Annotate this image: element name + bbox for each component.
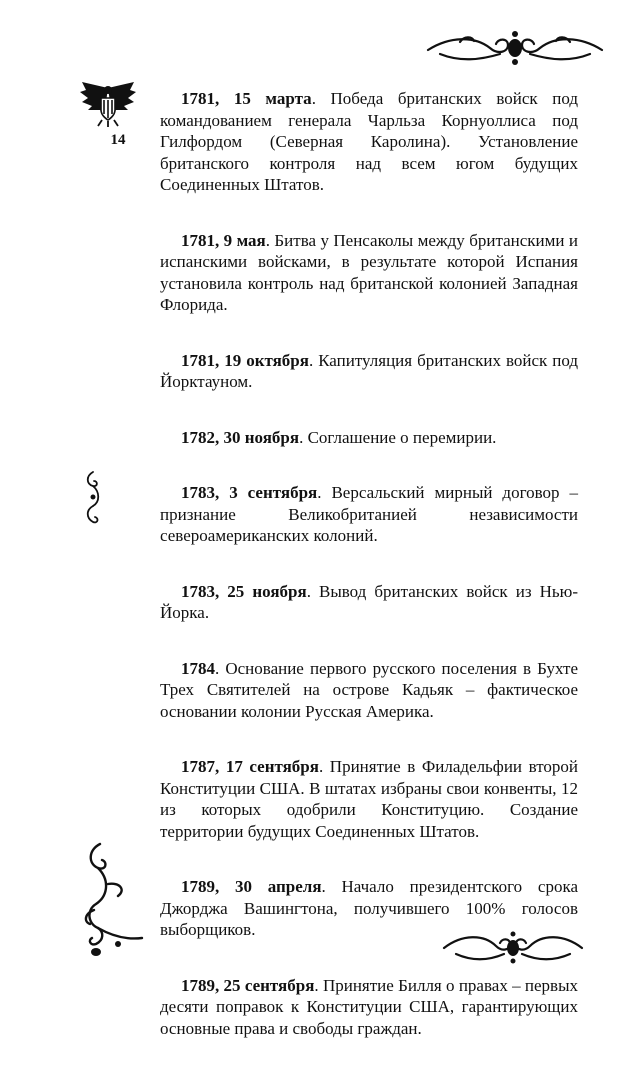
entry-date: 1783, 25 ноября (181, 581, 307, 601)
entry-date: 1781, 19 октября (181, 350, 309, 370)
entry-1781-03-15 (160, 88, 578, 196)
entry-text: . Битва у Пенсаколы между британскими и испанскими войсками, в результате которой Испания установила контроль над британской колонией Западная Флорида. (160, 230, 578, 314)
entry-date: 1781, 9 мая (181, 230, 266, 250)
entry-1787-09-17 (160, 756, 578, 842)
entry-text: . Вывод британских войск из Нью-Йорка. (160, 581, 578, 622)
entry-1783-09-03 (160, 482, 578, 547)
entry-text: . Принятие в Филадельфии второй Конституции США. В штатах избраны свои конвенты, 12 из которых одобрили Конституцию. Создание территории будущих Соединенных Штатов. (160, 757, 578, 841)
entry-text: . Победа британских войск под командованием генерала Чарльза Корнуоллиса под Гилфордом (Северная Каролина). Установление британского контроля над всем югом будущих Соединенных Штатов. (160, 89, 578, 194)
chronology-list (160, 88, 578, 1073)
entry-1781-05-09 (160, 230, 578, 316)
entry-text: . Начало президентского срока Джорджа Вашингтона, получившего 100% голосов выборщиков. (160, 877, 578, 939)
entry-text: . Версальский мирный договор – признание Великобританией независимости североамериканских колоний. (160, 483, 578, 545)
corner-flourish-ornament (78, 840, 148, 960)
entry-date: 1789, 30 апреля (181, 877, 322, 896)
entry-date: 1787, 17 сентября (181, 757, 319, 776)
entry-date: 1789, 25 сентября (181, 975, 315, 995)
entry-1781-10-19 (160, 350, 578, 393)
top-flourish-ornament (420, 28, 610, 68)
entry-date: 1783, 3 сентября (181, 483, 318, 502)
entry-text: . Соглашение о перемирии. (299, 427, 497, 447)
entry-text: . Основание первого русского поселения в Бухте Трех Святителей на острове Кадьяк – фактическое основании колонии Русская Америка. (160, 658, 578, 721)
entry-1782-11-30 (160, 427, 578, 449)
entry-1789-09-25 (160, 975, 578, 1040)
entry-date: 1782, 30 ноября (181, 427, 300, 447)
entry-text: . Капитуляция британских войск под Йорктауном. (160, 350, 578, 391)
entry-date: 1781, 15 марта (181, 89, 312, 108)
entry-date: 1784 (181, 658, 215, 678)
eagle-emblem-icon (78, 80, 138, 128)
entry-1784 (160, 658, 578, 723)
entry-text: . Принятие Билля о правах – первых десяти поправок к Конституции США, гарантирующих основные права и свободы граждан. (160, 975, 578, 1038)
entry-1789-04-30 (160, 876, 578, 941)
entry-1783-11-25 (160, 581, 578, 624)
page-number: 14 (110, 132, 126, 148)
side-flourish-ornament (82, 470, 104, 526)
